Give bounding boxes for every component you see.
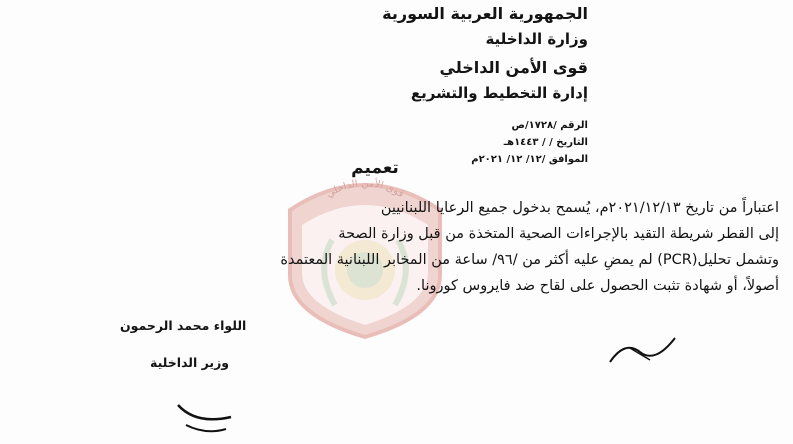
handwritten-mark-icon xyxy=(605,330,680,370)
body-line-2: إلى القطر شريطة التقيد بالإجراءات الصحية المتخذة من قبل وزارة الصحة xyxy=(338,226,779,242)
body-line-3: وتشمل تحليل(PCR) لم يمضِ عليه أكثر من /٩٦/ ساعة من المخابر اللبنانية المعتمدة xyxy=(280,252,779,268)
signatory-name: اللواء محمد الرحمون xyxy=(120,318,247,333)
body-line-4: أصولاً، أو شهادة تثبت الحصول على لقاح ضد فايروس كورونا. xyxy=(416,278,779,294)
meta-reference: الرقم /١٧٢٨/ص xyxy=(511,120,588,131)
body-line-1: اعتباراً من تاريخ ٢٠٢١/١٢/١٣م، يُسمح بدخول جميع الرعايا اللبنانيين xyxy=(380,200,779,216)
header-forces: قوى الأمن الداخلي xyxy=(439,58,588,77)
document-subject: تعميم xyxy=(351,158,399,178)
meta-date-gregorian: الموافق /١٢/ ١٢/ ٢٠٢١م xyxy=(471,154,588,165)
header-country: الجمهورية العربية السورية xyxy=(382,4,588,23)
signature-stroke-icon xyxy=(176,395,236,435)
header-department: إدارة التخطيط والتشريع xyxy=(410,84,588,102)
signatory-title: وزير الداخلية xyxy=(150,355,230,370)
meta-date-hijri: التاريخ / / ١٤٤٣هـ xyxy=(503,137,588,148)
header-ministry: وزارة الداخلية xyxy=(485,30,588,48)
emblem-text: قوى الأمن الداخلي xyxy=(324,178,406,201)
